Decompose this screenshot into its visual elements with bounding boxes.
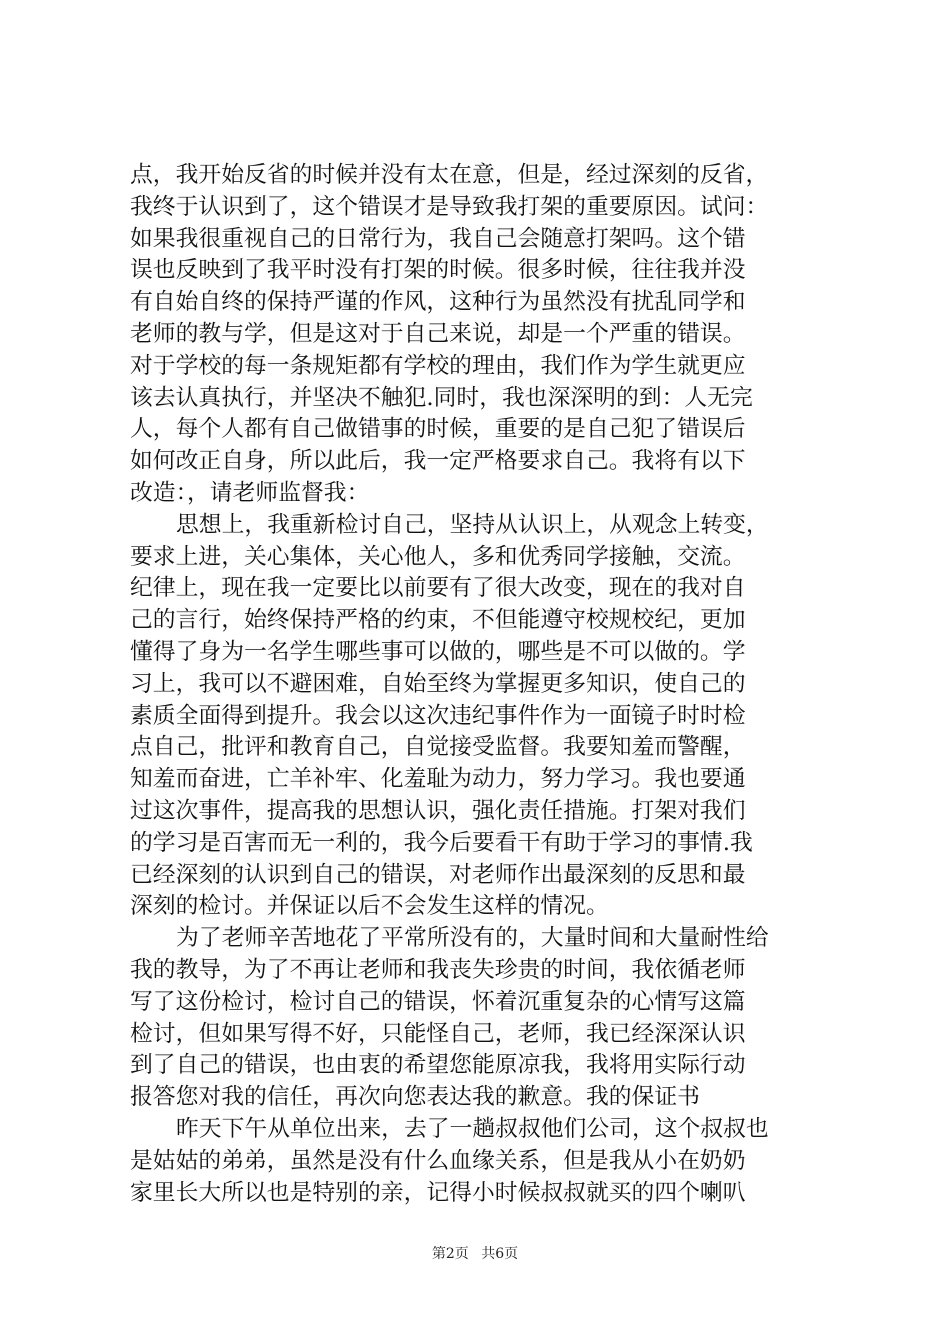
text-line: 到了自己的错误，也由衷的希望您能原凉我，我将用实际行动 bbox=[130, 1052, 746, 1079]
text-line: 家里长大所以也是特别的亲，记得小时候叔叔就买的四个喇叭 bbox=[130, 1179, 746, 1206]
document-body bbox=[130, 160, 830, 1209]
text-line: 报答您对我的信任，再次向您表达我的歉意。我的保证书 bbox=[130, 1084, 700, 1111]
text-line: 是姑姑的弟弟，虽然是没有什么血缘关系，但是我从小在奶奶 bbox=[130, 1147, 746, 1174]
text-line: 误也反映到了我平时没有打架的时候。很多时候，往往我并没 bbox=[130, 257, 746, 284]
text-line: 过这次事件，提高我的思想认识，强化责任措施。打架对我们 bbox=[130, 797, 746, 824]
text-line: 为了老师辛苦地花了平常所没有的，大量时间和大量耐性给 bbox=[176, 925, 769, 952]
text-line: 有自始自终的保持严谨的作风，这种行为虽然没有扰乱同学和 bbox=[130, 289, 746, 316]
text-line: 深刻的检讨。并保证以后不会发生这样的情况。 bbox=[130, 893, 609, 920]
text-line: 老师的教与学，但是这对于自己来说，却是一个严重的错误。 bbox=[130, 320, 746, 347]
text-line: 素质全面得到提升。我会以这次违纪事件作为一面镜子时时检 bbox=[130, 702, 746, 729]
page-number: 第2页 bbox=[431, 1246, 469, 1262]
text-line: 改造：，请老师监督我： bbox=[130, 479, 370, 506]
text-line: 习上，我可以不避困难，自始至终为掌握更多知识，使自己的 bbox=[130, 670, 746, 697]
text-line: 知羞而奋进，亡羊补牢、化羞耻为动力，努力学习。我也要通 bbox=[130, 766, 746, 793]
text-line: 对于学校的每一条规矩都有学校的理由，我们作为学生就更应 bbox=[130, 352, 746, 379]
text-line: 的学习是百害而无一利的，我今后要看干有助于学习的事情.我 bbox=[130, 829, 753, 856]
text-line: 如果我很重视自己的日常行为，我自己会随意打架吗。这个错 bbox=[130, 225, 746, 252]
page-total: 共6页 bbox=[481, 1246, 519, 1262]
text-line: 该去认真执行，并坚决不触犯.同时，我也深深明的到：人无完 bbox=[130, 384, 753, 411]
page-footer bbox=[0, 1244, 950, 1264]
text-line: 如何改正自身，所以此后，我一定严格要求自己。我将有以下 bbox=[130, 448, 746, 475]
text-line: 己的言行，始终保持严格的约束，不但能遵守校规校纪，更加 bbox=[130, 607, 746, 634]
text-line: 写了这份检讨，检讨自己的错误，怀着沉重复杂的心情写这篇 bbox=[130, 988, 746, 1015]
text-line: 我终于认识到了，这个错误才是导致我打架的重要原因。试问： bbox=[130, 193, 769, 220]
text-line: 检讨，但如果写得不好，只能怪自己，老师，我已经深深认识 bbox=[130, 1020, 746, 1047]
text-line: 我的教导，为了不再让老师和我丧失珍贵的时间，我依循老师 bbox=[130, 956, 746, 983]
text-line: 点，我开始反省的时候并没有太在意，但是，经过深刻的反省， bbox=[130, 162, 769, 188]
text-line: 点自己，批评和教育自己，自觉接受监督。我要知羞而警醒， bbox=[130, 734, 746, 761]
text-line: 纪律上，现在我一定要比以前要有了很大改变，现在的我对自 bbox=[130, 575, 746, 602]
text-line: 要求上进，关心集体，关心他人，多和优秀同学接触，交流。 bbox=[130, 543, 746, 570]
text-line: 人，每个人都有自己做错事的时候，重要的是自己犯了错误后 bbox=[130, 416, 746, 443]
text-line: 懂得了身为一名学生哪些事可以做的，哪些是不可以做的。学 bbox=[130, 638, 746, 665]
text-line: 昨天下午从单位出来，去了一趟叔叔他们公司，这个叔叔也 bbox=[176, 1115, 769, 1142]
text-line: 已经深刻的认识到自己的错误，对老师作出最深刻的反思和最 bbox=[130, 861, 746, 888]
text-line: 思想上，我重新检讨自己，坚持从认识上，从观念上转变， bbox=[176, 511, 769, 538]
